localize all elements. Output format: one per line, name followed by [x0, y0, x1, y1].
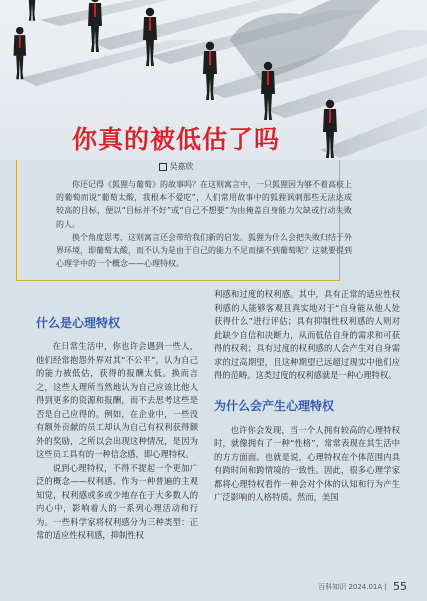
body-paragraph: 也许你会发现，当一个人拥有较高的心理特权时，就像拥有了一种“性格”，常常表现在其生活中的方方面面。也就是说，心理特权在个体范围内具有跨时间和跨情境的一致性。因此，很多心理学家都将心理特权看作一种会对个体的认知和行为产生广泛影响的人格特质。然而，美国	[214, 424, 400, 502]
page-separator: |	[382, 583, 389, 591]
left-column	[36, 316, 198, 543]
body-paragraph: 在日常生活中，你也许会遇到一些人，他们经常抱怨外界对其“不公平”，认为自己的能力被低估，获得的报酬太低。换而言之，这些人理所当然地认为自己应该比他人得到更多的资源和报酬，而不去思考这些是否是自己应得的。例如，在企业中，一些没有额外贡献的员工却认为自己有权利获得额外的奖励，之所以会出现这种情况，是因为这些员工具有的一种信念感，即心理特权。	[36, 341, 198, 459]
body-paragraph: 利感和过度的权利感。其中，具有正常的适应性权利感的人能够客观且真实地对于“自身能从他人处获得什么”进行评估；具有抑制性权利感的人则对此缺少自信和决断力，从而低估自身的需求和可获得的权利；具有过度的权利感的人会产生对自身需求的过高期望，且这种期望已远超过现实中他们应得的范畴。这类过度的权利感就是一种心理特权。	[214, 289, 400, 380]
magazine-name: 百科知识 2024.01A	[318, 583, 383, 591]
body-paragraph: 说到心理特权，不得不提起一个更加广泛的概念——权利感。作为一种普遍的主观知觉，权利感或多或少地存在于大多数人的内心中，影响着人的一系列心理活动和行为。一些科学家将权利感分为三种类型：正常的适应性权利感，抑制性权	[36, 462, 198, 540]
page-number: 55	[393, 580, 407, 593]
section-heading: 什么是心理特权	[36, 316, 121, 330]
article-intro	[56, 178, 352, 270]
right-column	[214, 288, 400, 505]
author-line	[0, 160, 352, 174]
intro-paragraph: 换个角度思考，这则寓言还会带给我们新的启发。狐狸为什么会把失败归结于外界环境，即葡萄太酸，而不认为是由于自己的能力不足而摘不到葡萄呢？这就要提到心理学中的一个概念——心理特权。	[56, 232, 352, 269]
intro-paragraph: 你还记得《狐狸与葡萄》的故事吗？在这则寓言中，一只狐狸因为够不着高枝上的葡萄而说“葡萄太酸，我根本不爱吃”，人们常用故事中的狐狸讽刺那些无法达成较高的目标，便以“目标并不好”或“自己不想要”为由掩盖自身能力欠缺或行动失败的人。	[56, 180, 352, 229]
author-name: 吴嘉欣	[169, 162, 194, 171]
section-heading: 为什么会产生心理特权	[214, 398, 335, 413]
page-footer	[318, 581, 407, 593]
author-box-icon	[159, 163, 167, 171]
article-title: 你真的被低估了吗	[71, 125, 280, 154]
